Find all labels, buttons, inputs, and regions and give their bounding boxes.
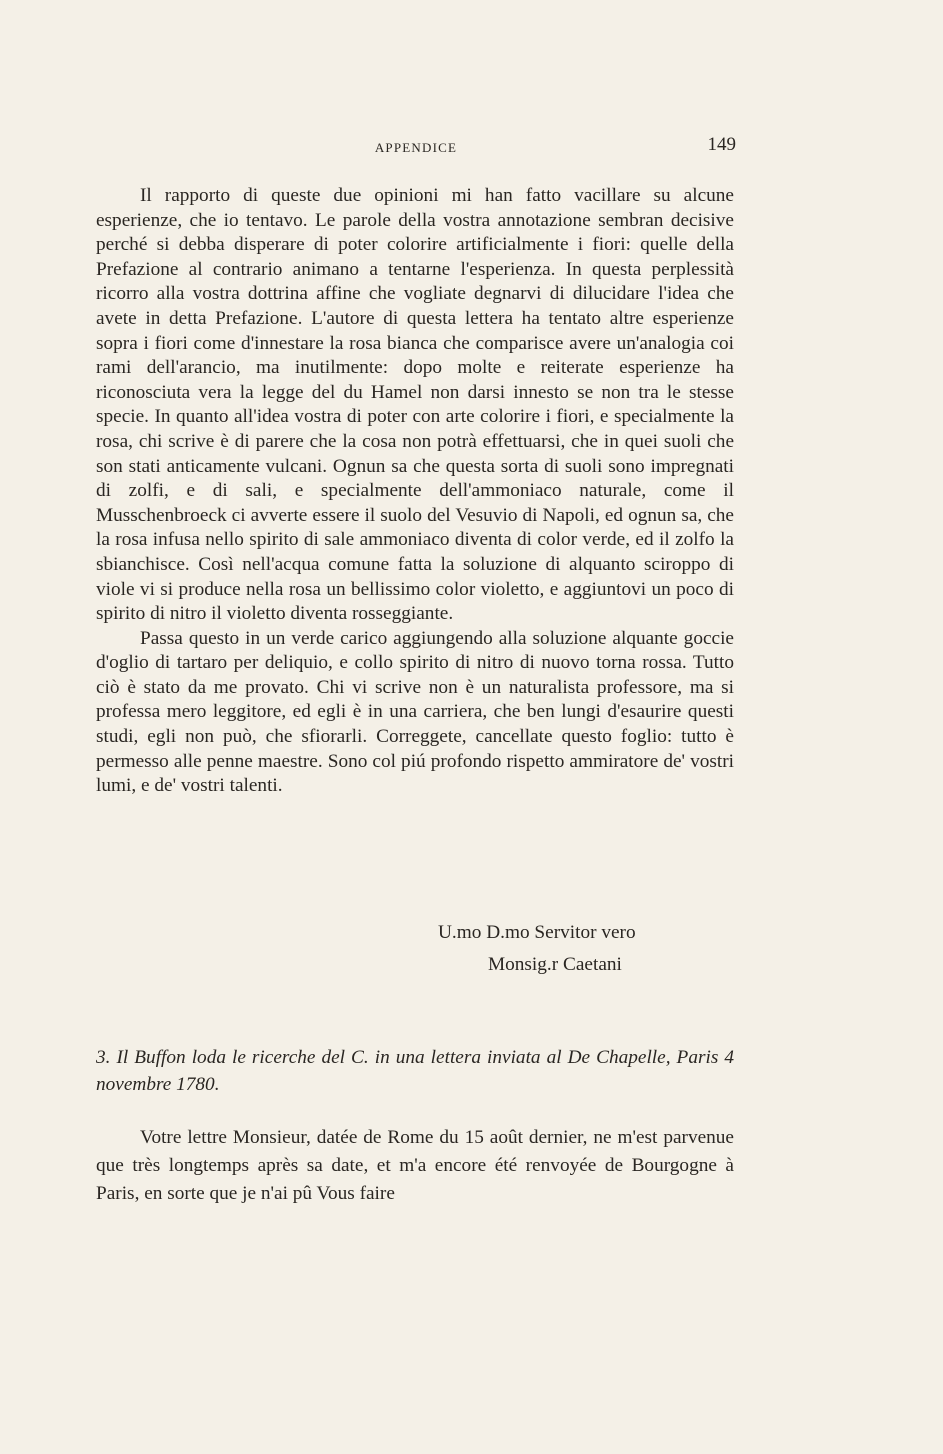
section-heading: 3. Il Buffon loda le ricerche del C. in una lettera inviata al De Chapelle, Paris 4 novembre 1780.	[96, 1047, 734, 1095]
paragraph: Passa questo in un verde carico aggiungendo alla soluzione alquante goccie d'oglio di tartaro per deliquio, e collo spirito di nitro di nuovo torna rossa. Tutto ciò è stato da me provato. Chi vi scrive non è un naturalista professore, ma si professa mero leggitore, ed egli è in una carriera, che ben lungi d'esaurire questi studi, egli non può, che sfiorarli. Correggete, cancellate questo foglio: tutto è permesso alle penne maestre. Sono col piú profondo rispetto ammiratore de' vostri lumi, e de' vostri talenti.	[96, 627, 734, 797]
paragraph: Il rapporto di queste due opinioni mi han fatto vacillare su alcune esperienze, che io tentavo. Le parole della vostra annotazione sembran decisive perché si debba disperare di poter colorire artificialmente i fiori: quelle della Prefazione al contrario animano a tentarne l'esperienza. In questa perplessità ricorro alla vostra dottrina affine che vogliate degnarvi di dilucidare l'idea che avete in detta Prefazione. L'autore di questa lettera ha tentato altre esperienze sopra i fiori come d'innestare la rosa bianca che comparisce avere un'analogia coi rami dell'arancio, ma inutilmente: dopo molte e reiterate esperienze ha riconosciuta vera la legge del du Hamel non darsi innesto se non tra le stesse specie. In quanto all'idea vostra di poter con arte colorire i fiori, e specialmente la rosa, chi scrive è di parere che la cosa non potrà effettuarsi, che in quei suoli che son stati anticamente vulcani. Ognun sa che questa sorta di suoli sono impregnati di zolfi, e di sali, e specialmente dell'ammoniaco naturale, come il Musschenbroeck ci avverte essere il suolo del Vesuvio di Napoli, ed ognun sa, che la rosa infusa nello spirito di sale ammoniaco diventa di color verde, ed il zolfo la sbianchisce. Così nell'acqua comune fatta la soluzione di alquanto sciroppo di viole vi si produce nella rosa un bellissimo color violetto, e aggiuntovi un poco di spirito di nitro il violetto diventa rosseggiante.	[96, 185, 734, 625]
paragraph: Votre lettre Monsieur, datée de Rome du 15 août dernier, ne m'est parvenue que très longtemps après sa date, et m'a encore été renvoyée de Bourgogne à Paris, en sorte que je n'ai pû Vous faire	[96, 1127, 734, 1204]
signature-line-2: Monsig.r Caetani	[488, 954, 622, 975]
main-text	[96, 184, 734, 799]
page-header	[96, 134, 736, 158]
page-number: 149	[707, 134, 736, 155]
letter-text	[96, 1124, 734, 1208]
signature-line-1: U.mo D.mo Servitor vero	[438, 922, 636, 943]
running-title: APPENDICE	[374, 140, 458, 155]
